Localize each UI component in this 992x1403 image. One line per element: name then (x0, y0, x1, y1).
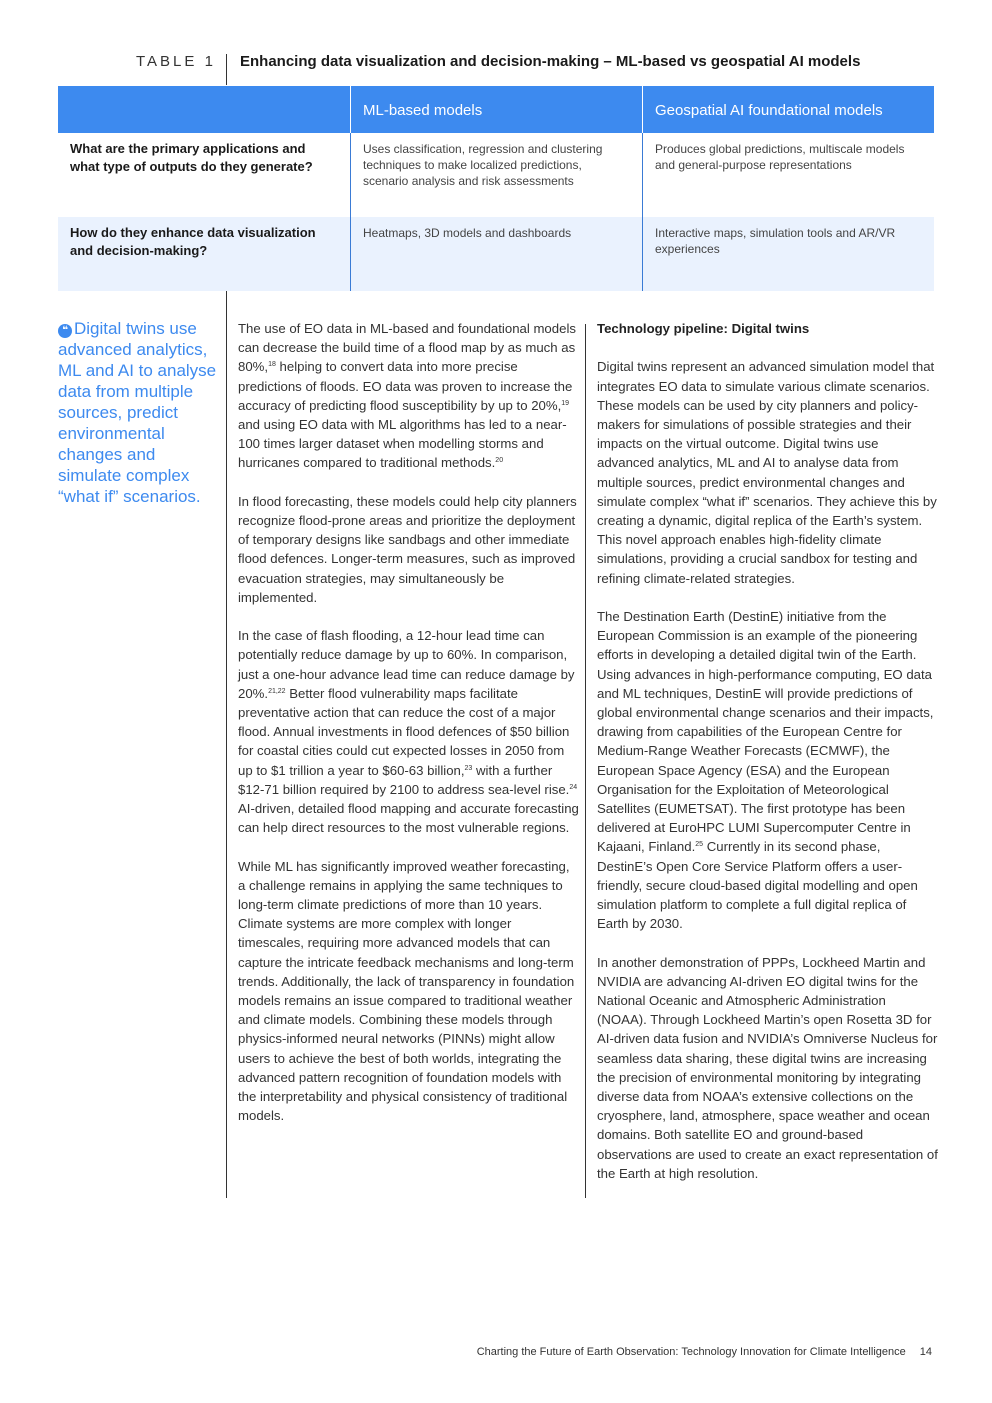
text-run: AI-driven, detailed flood mapping and accurate forecasting can help direct resources to the most vulnerable regions. (238, 801, 579, 836)
page-number: 14 (919, 1346, 932, 1358)
row-question: How do they enhance data visualization and decision-making? (70, 225, 316, 258)
table-label: TABLE 1 (136, 53, 216, 70)
paragraph (238, 319, 580, 473)
footnote-ref: 21,22 (268, 687, 286, 695)
section-heading: Technology pipeline: Digital twins (597, 321, 810, 336)
column-divider (585, 324, 586, 1198)
row-geoai-answer: Interactive maps, simulation tools and AR/VR experiences (642, 217, 934, 291)
footer-title-sub: Technology Innovation for Climate Intelligence (678, 1346, 906, 1358)
row-geoai-answer: Produces global predictions, multiscale models and general-purpose representations (642, 133, 934, 217)
paragraph: While ML has significantly improved weather forecasting, a challenge remains in applying the same techniques to long-term climate predictions of more than 10 years. Climate systems are more complex with longer timescales, requiring more advanced models that can capture the intricate feedback mechanisms and long-term trends. Additionally, the lack of transparency in foundation models remains an issue compared to traditional weather and climate models. Combining these models through physics-informed neural networks (PINNs) might allow users to achieve the best of both worlds, integrating the advanced pattern recognition of foundation models with the interpretability and physical consistency of traditional models. (238, 858, 575, 1124)
footnote-ref: 24 (569, 783, 578, 791)
paragraph (238, 626, 580, 837)
row-question: What are the primary applications and what type of outputs do they generate? (70, 141, 313, 174)
footnote-ref: 23 (464, 764, 473, 772)
table-header-ml: ML-based models (350, 86, 642, 133)
body-column-left (238, 319, 580, 1145)
text-run: and using EO data with ML algorithms has led to a near-100 times larger dataset when modelling storms and hurricanes compared to traditional methods. (238, 417, 567, 471)
text-run: Currently in its second phase, DestinE’s Open Core Service Platform offers a user-friendly, secure cloud-based digital modelling and open simulation platform to complete a full digital replica of Earth by 2030. (597, 839, 918, 932)
text-run: Better flood vulnerability maps facilitate preventative action that can reduce the cost of a major flood. Annual investments in flood defences of $50 billion for coastal cities could cut expected losses in 2050 from up to $1 trillion a year to $60-63 billion, (238, 685, 570, 778)
footnote-ref: 19 (561, 399, 570, 407)
header-divider (226, 54, 227, 85)
footnote-ref: 25 (695, 841, 704, 849)
table-row (58, 133, 934, 217)
footnote-ref: 20 (495, 457, 504, 465)
sidebar-divider (226, 291, 227, 1198)
text-run: In the case of flash flooding, a 12-hour lead time can potentially reduce damage by up to 60%. In comparison, just a one-hour advance lead time can reduce damage by 20%. (238, 628, 575, 701)
text-run: The Destination Earth (DestinE) initiative from the European Commission is an example of the pioneering efforts in developing a detailed digital twin of the Earth. Using advances in high-performance computing, EO data and ML techniques, DestinE will provide predictions of global environmental change scenarios and their impacts, drawing from capabilities of the European Centre for Medium-Range Weather Forecasts (ECMWF), the European Space Agency (ESA) and the European Organisation for the Exploitation of Meteorological Satellites (EUMETSAT). The first prototype has been delivered at EuroHPC LUMI Supercomputer Centre in Kajaani, Finland. (597, 609, 934, 855)
footer-title-main: Charting the Future of Earth Observation: (476, 1346, 679, 1358)
table-title: Enhancing data visualization and decision-making – ML-based vs geospatial AI models (240, 53, 861, 70)
footnote-ref: 18 (268, 361, 276, 369)
paragraph: In another demonstration of PPPs, Lockheed Martin and NVIDIA are advancing AI-driven EO digital twins for the National Oceanic and Atmospheric Administration (NOAA). Through Lockheed Martin’s open Rosetta 3D for AI-driven data fusion and NVIDIA’s Omniverse Nucleus for seamless data sharing, these digital twins are increasing the precision of environmental monitoring by integrating diverse data from NOAA’s extensive collections on the cryosphere, land, atmosphere, space weather and ocean domains. Both satellite EO and ground-based observations are used to create an exact representation of the Earth at high resolution. (597, 954, 938, 1181)
table-header-geoai: Geospatial AI foundational models (642, 86, 934, 133)
row-ml-answer: Heatmaps, 3D models and dashboards (350, 217, 642, 291)
text-run: with a further $12-71 billion required by 2100 to address sea-level rise. (238, 762, 570, 797)
table-row (58, 217, 934, 291)
pull-quote-text: Digital twins use advanced analytics, ML and AI to analyse data from multiple sources, predict environmental changes and simulate complex “what if” scenarios. (58, 319, 217, 506)
text-run: helping to convert data into more precise predictions of floods. EO data was proven to increase the accuracy of predicting flood susceptibility by up to 20%, (238, 359, 573, 413)
paragraph (597, 607, 939, 933)
paragraph: In flood forecasting, these models could help city planners recognize flood-prone areas and prioritize the deployment of temporary designs like sandbags and other immediate flood defences. Longer-term measures, such as improved evacuation strategies, may simultaneously be implemented. (238, 493, 577, 605)
body-column-right (597, 319, 939, 1202)
quote-icon: ❝ (58, 324, 72, 338)
pull-quote (58, 318, 220, 507)
text-run: The use of EO data in ML-based and foundational models can decrease the build time of a flood map by as much as 80%, (238, 321, 576, 375)
table-header-row (58, 86, 934, 133)
comparison-table (58, 86, 934, 291)
row-ml-answer: Uses classification, regression and clustering techniques to make localized predictions, scenario analysis and risk assessments (350, 133, 642, 217)
table-header-cell (58, 86, 350, 133)
page-footer (477, 1346, 932, 1358)
footer-title (477, 1346, 906, 1358)
paragraph: Digital twins represent an advanced simulation model that integrates EO data to simulate various climate scenarios. These models can be used by city planners and policy-makers for simulations of possible strategies and their impacts on the virtual outcome. Digital twins use advanced analytics, ML and AI to analyse data from multiple sources, predict environmental changes and simulate complex “what if” scenarios. They achieve this by creating a dynamic, digital replica of the Earth’s system. This novel approach enables high-fidelity climate simulations, providing a crucial sandbox for testing and refining climate-related strategies. (597, 359, 937, 586)
